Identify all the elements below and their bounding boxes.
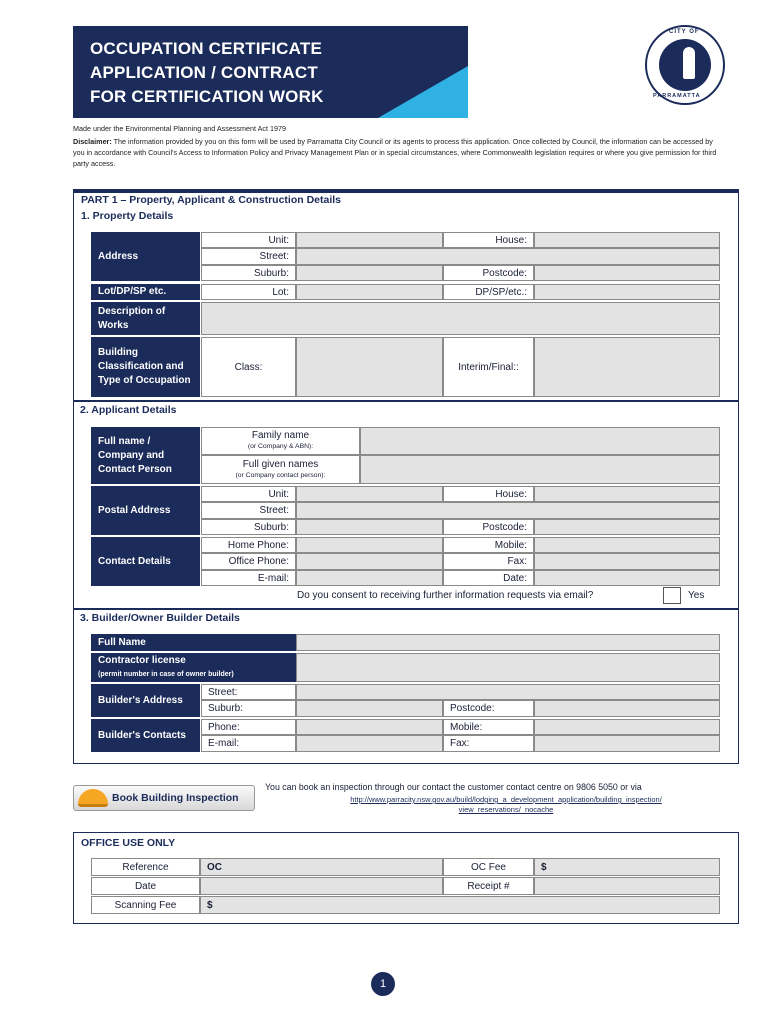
logo-figure-icon [683, 47, 695, 79]
property-details-heading: 1. Property Details [81, 210, 174, 222]
postal-street-label: Street: [201, 502, 296, 519]
contractor-license-sub: (permit number in case of owner builder) [98, 670, 234, 678]
book-inspection-button[interactable] [73, 785, 255, 811]
postal-unit-label: Unit: [201, 486, 296, 502]
street-label: Street: [201, 248, 296, 265]
part1-heading: PART 1 – Property, Applicant & Construction Details [81, 194, 342, 206]
home-phone-field[interactable] [296, 537, 443, 553]
class-field[interactable] [296, 337, 443, 397]
builder-phone-label: Phone: [201, 719, 296, 735]
suburb-field[interactable] [296, 265, 443, 281]
disclaimer-text: The information provided by you on this form will be used by Parramatta City Council or its agents to process this application. Once collected by Council, the information can be accessed by you in accordance with Council's Access to Information Policy and Privacy Management Plan or in special circumstances, where Commonwealth legislation requires or where you give permission for third party access. [73, 137, 717, 168]
builder-fullname-field[interactable] [296, 634, 720, 651]
lot-field-label: Lot: [201, 284, 296, 300]
builder-mobile-label: Mobile: [443, 719, 534, 735]
family-name-label: Family name [251, 430, 310, 441]
description-field[interactable] [201, 302, 720, 335]
house-field[interactable] [534, 232, 720, 248]
contact-details-label: Contact Details [91, 537, 200, 586]
class-label: Class: [201, 337, 296, 397]
booking-link-line2[interactable]: view_reservations/_nocache [458, 805, 554, 814]
given-names-cell [201, 455, 360, 484]
house-label: House: [443, 232, 534, 248]
lot-label: Lot/DP/SP etc. [91, 284, 200, 300]
builder-email-field[interactable] [296, 735, 443, 752]
builder-email-label: E-mail: [201, 735, 296, 752]
unit-label: Unit: [201, 232, 296, 248]
description-label: Description of Works [91, 302, 200, 335]
postal-street-field[interactable] [296, 502, 720, 519]
builder-postcode-field[interactable] [534, 700, 720, 717]
postal-postcode-label: Postcode: [443, 519, 534, 535]
book-inspection-label: Book Building Inspection [112, 792, 239, 804]
builder-details-heading: 3. Builder/Owner Builder Details [80, 612, 240, 624]
given-names-label: Full given names [242, 458, 319, 470]
builder-address-label: Builder's Address [91, 684, 200, 717]
family-name-sub: (or Company & ABN): [247, 443, 314, 450]
office-phone-field[interactable] [296, 553, 443, 570]
booking-link-line1[interactable]: http://www.parracity.nsw.gov.au/build/lodging_a_development_application/building_inspection/ [350, 795, 662, 804]
builder-street-field[interactable] [296, 684, 720, 700]
dpsp-label: DP/SP/etc.: [443, 284, 534, 300]
banner-accent-triangle [378, 66, 468, 118]
fax-field[interactable] [534, 553, 720, 570]
receipt-field[interactable] [534, 877, 720, 895]
street-field[interactable] [296, 248, 720, 265]
page-number: 1 [371, 972, 395, 996]
logo-top-text: CITY OF [669, 29, 700, 35]
reference-label: Reference [91, 858, 200, 876]
postcode-field[interactable] [534, 265, 720, 281]
date-field[interactable] [534, 570, 720, 586]
family-name-cell [201, 427, 360, 455]
office-date-label: Date [91, 877, 200, 895]
scanning-fee-field[interactable]: $ [200, 896, 720, 914]
builder-contacts-label: Builder's Contacts [91, 719, 200, 752]
logo-bottom-text: PARRAMATTA [653, 93, 701, 99]
mobile-field[interactable] [534, 537, 720, 553]
postal-suburb-field[interactable] [296, 519, 443, 535]
interim-field[interactable] [534, 337, 720, 397]
postcode-label: Postcode: [443, 265, 534, 281]
unit-field[interactable] [296, 232, 443, 248]
form-title: OCCUPATION CERTIFICATE APPLICATION / CONTRACT FOR CERTIFICATION WORK [90, 39, 324, 106]
applicant-details-heading: 2. Applicant Details [80, 404, 177, 416]
office-date-field[interactable] [200, 877, 443, 895]
email-label: E-mail: [201, 570, 296, 586]
act-line: Made under the Environmental Planning and Assessment Act 1979 [73, 124, 286, 133]
receipt-label: Receipt # [443, 877, 534, 895]
reference-field[interactable]: OC [200, 858, 443, 876]
office-use-heading: OFFICE USE ONLY [81, 837, 176, 849]
oc-fee-label: OC Fee [443, 858, 534, 876]
office-phone-label: Office Phone: [201, 553, 296, 570]
postal-address-label: Postal Address [91, 486, 200, 535]
postal-house-label: House: [443, 486, 534, 502]
oc-fee-field[interactable]: $ [534, 858, 720, 876]
form-title-banner [73, 26, 468, 118]
builder-fullname-label: Full Name [91, 634, 296, 651]
builder-postcode-label: Postcode: [443, 700, 534, 717]
home-phone-label: Home Phone: [201, 537, 296, 553]
contractor-license-cell [91, 653, 296, 682]
given-names-field[interactable] [360, 455, 720, 484]
fullname-label: Full name / Company and Contact Person [91, 427, 200, 484]
family-name-field[interactable] [360, 427, 720, 455]
disclaimer-label: Disclaimer: [73, 137, 112, 146]
building-class-label: Building Classification and Type of Occupation [91, 337, 200, 397]
postal-suburb-label: Suburb: [201, 519, 296, 535]
consent-yes-label: Yes [688, 590, 705, 601]
fax-label: Fax: [443, 553, 534, 570]
builder-fax-label: Fax: [443, 735, 534, 752]
contractor-license-field[interactable] [296, 653, 720, 682]
consent-question: Do you consent to receiving further information requests via email? [297, 590, 594, 601]
builder-suburb-label: Suburb: [201, 700, 296, 717]
interim-label: Interim/Final:: [443, 337, 534, 397]
contractor-license-label: Contractor license [98, 654, 186, 666]
postal-postcode-field[interactable] [534, 519, 720, 535]
mobile-label: Mobile: [443, 537, 534, 553]
builder-street-label: Street: [201, 684, 296, 700]
lot-field[interactable] [296, 284, 443, 300]
consent-checkbox[interactable] [663, 587, 681, 604]
builder-mobile-field[interactable] [534, 719, 720, 735]
intro-text [73, 123, 725, 169]
hard-hat-icon [78, 789, 108, 807]
postal-house-field[interactable] [534, 486, 720, 502]
email-field[interactable] [296, 570, 443, 586]
builder-suburb-field[interactable] [296, 700, 443, 717]
builder-fax-field[interactable] [534, 735, 720, 752]
suburb-label: Suburb: [201, 265, 296, 281]
booking-text: You can book an inspection through our contact the customer contact centre on 9806 5050 or via [265, 782, 642, 792]
builder-phone-field[interactable] [296, 719, 443, 735]
parramatta-logo [645, 25, 725, 105]
dpsp-field[interactable] [534, 284, 720, 300]
given-names-sub: (or Company contact person): [235, 471, 326, 479]
address-label: Address [91, 232, 200, 281]
scanning-fee-label: Scanning Fee [91, 896, 200, 914]
postal-unit-field[interactable] [296, 486, 443, 502]
date-label: Date: [443, 570, 534, 586]
